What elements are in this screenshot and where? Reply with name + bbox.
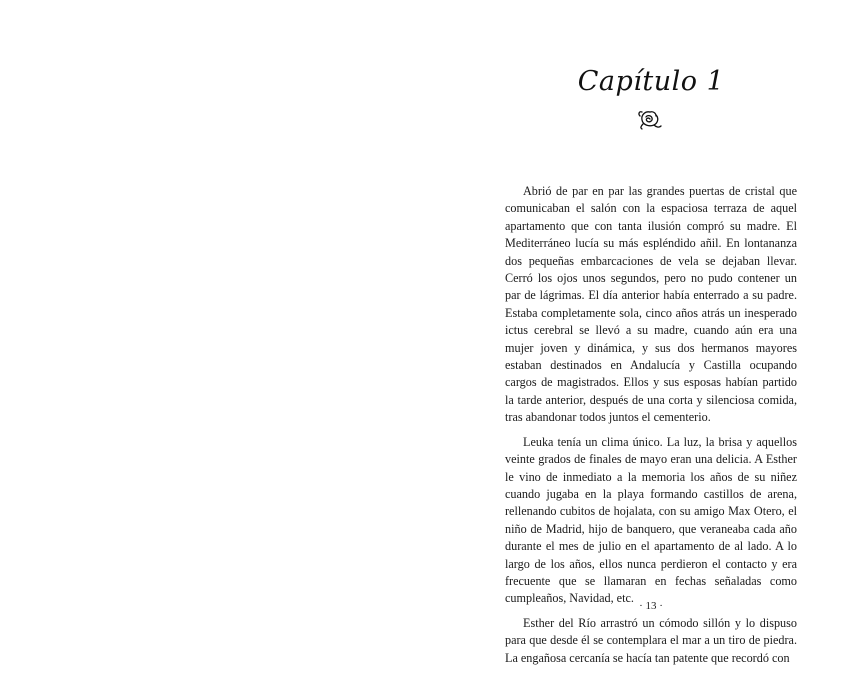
left-page-blank [0,0,433,652]
paragraph-3: Esther del Río arrastró un cómodo sillón y lo dispuso para que desde él se contemplara el mar a un tiro de piedra. La engañosa cercanía se hacía tan patente que recordó con [505,615,797,665]
page-number: · 13 · [639,600,663,612]
paragraph-1: Abrió de par en par las grandes puertas de cristal que comunicaban el salón con la espaciosa terraza de aquel apartamento que con tanta ilusión compró su madre. El Mediterráneo lucía su más espléndido añil. En lontananza dos pequeñas embarcaciones de vela se dejaban llevar. Cerró los ojos unos segundos, pero no pudo contener un par de lágrimas. El día anterior había enterrado a su padre. Estaba completamente sola, cinco años atrás un inesperado ictus cerebral se llevó a su madre, cuando aún era una mujer joven y dinámica, y sus dos hermanos mayores estaban destinados en Andalucía y Castilla ocupando cargos de magistrados. Ellos y sus esposas habían partido la tarde anterior, después de una corta y silenciosa comida, tras abandonar todos juntos el cementerio. [505,184,797,425]
paragraph-2: Leuka tenía un clima único. La luz, la brisa y aquellos veinte grados de finales de mayo eran una delicia. A Esther le vino de inmediato a la memoria los años de su niñez cuando jugaba en la playa formando castillos de arena, rellenando cubitos de hojalata, con su amigo Max Otero, el niño de Madrid, hijo de banquero, que veraneaba cada año durante el mes de julio en el apartamento de al lado. A lo largo de los años, ellos nunca perdieron el contacto y era frecuente que se llamaran en fechas señaladas como cumpleaños, Navidad, etc. [505,434,797,606]
rose-ornament-icon [637,108,663,130]
chapter-title: Capítulo 1 [577,66,725,97]
